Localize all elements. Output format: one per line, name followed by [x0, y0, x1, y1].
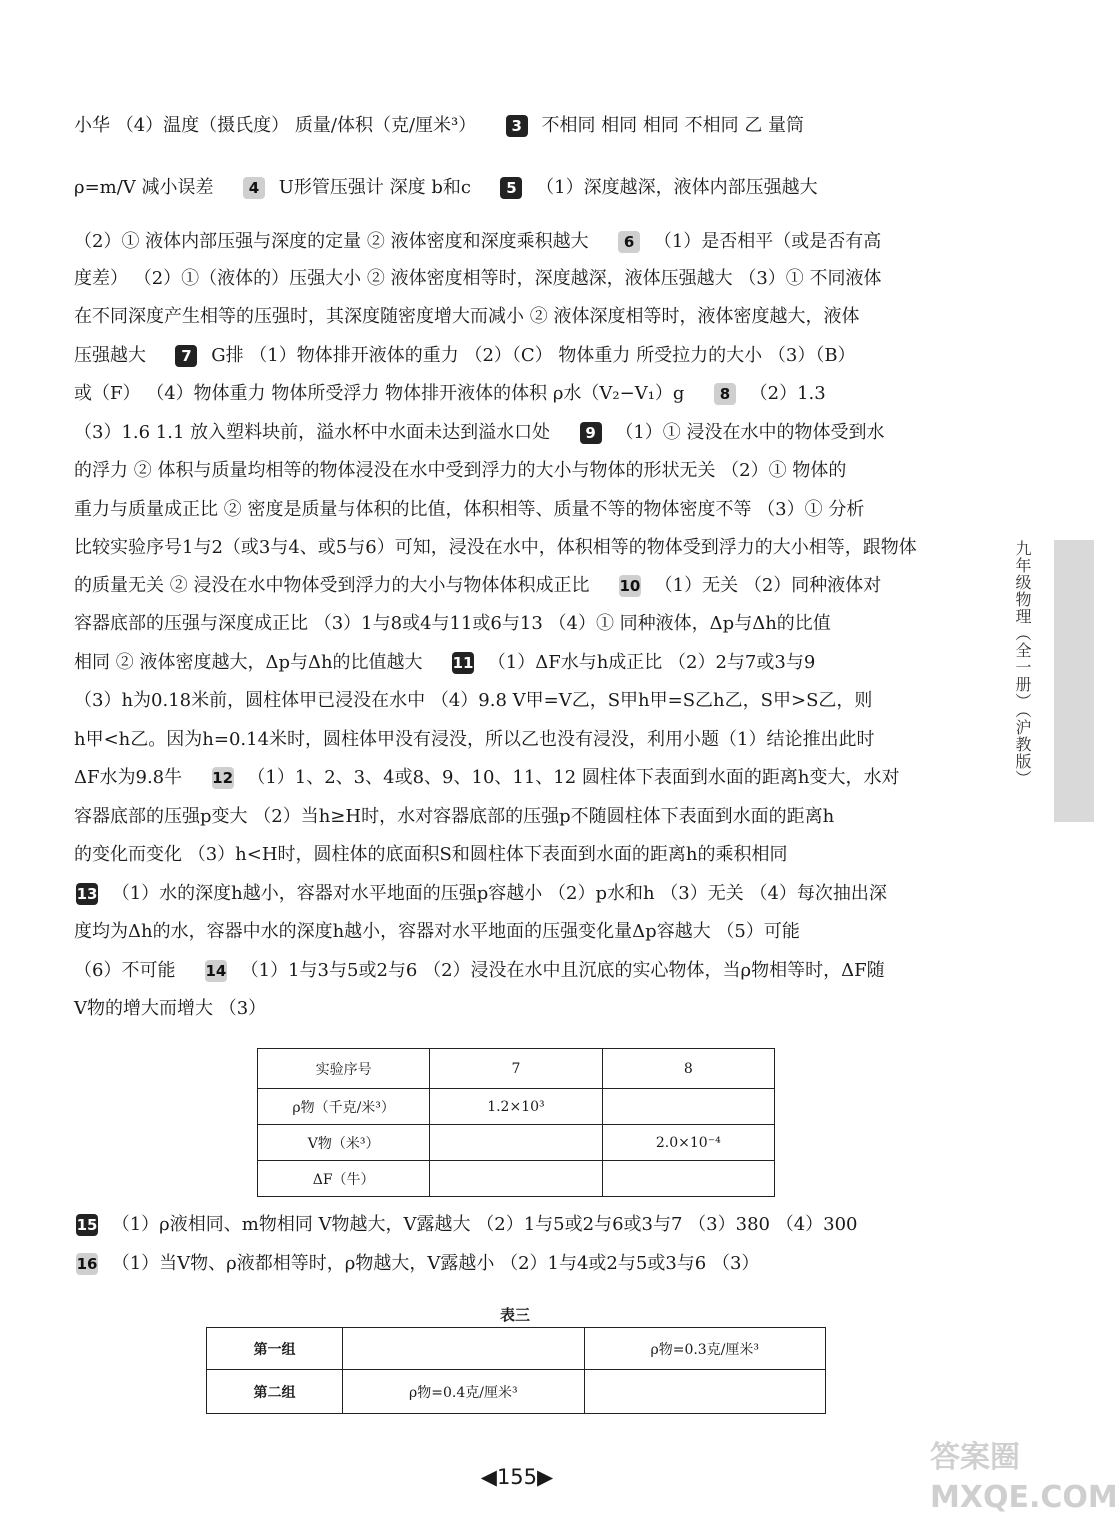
experiment-table — [257, 1048, 775, 1197]
question-badge: 15 — [76, 1216, 98, 1234]
answer-text: （6）不可能 — [74, 960, 176, 981]
question-badge: 16 — [76, 1255, 98, 1273]
group-table — [206, 1327, 826, 1414]
answer-text: 重力与质量成正比 ② 密度是质量与体积的比值，体积相等、质量不等的物体密度不等 （3）① 分析 — [74, 499, 865, 520]
answer-text: 压强越大 — [74, 345, 146, 366]
watermark-logo: 答案圈 MXQE.COM — [930, 1440, 1118, 1515]
answer-text: 度差） （2）①（液体的）压强大小 ② 液体密度相等时，深度越深，液体压强越大 （3）① 不同液体 — [74, 268, 882, 289]
table-header-cell: 实验序号 — [258, 1049, 430, 1089]
answer-text: 或（F） （4）物体重力 物体所受浮力 物体排开液体的体积 ρ水（V₂−V₁）g — [74, 383, 685, 404]
answer-text: 容器底部的压强p变大 （2）当h≥H时，水对容器底部的压强p不随圆柱体下表面到水面的距离h — [74, 806, 835, 827]
answer-line-13 — [74, 612, 959, 636]
answer-line-24 — [74, 1213, 959, 1237]
answer-line-7 — [74, 382, 959, 406]
table-cell: 1.2×10³ — [430, 1089, 602, 1125]
table-cell: 第一组 — [207, 1328, 343, 1370]
answer-text: 度均为Δh的水，容器中水的深度h越小，容器对水平地面的压强变化量Δp容越大 （5）可能 — [74, 921, 800, 942]
side-tab-marker — [1054, 540, 1094, 822]
answer-text: 在不同深度产生相等的压强时，其深度随密度增大而减小 ② 液体深度相等时，液体密度越大，液体 — [74, 306, 860, 327]
answer-line-4 — [74, 267, 959, 291]
table-cell — [602, 1089, 774, 1125]
table-cell: 第二组 — [207, 1370, 343, 1414]
answer-line-11 — [74, 536, 959, 560]
question-badge: 6 — [618, 231, 640, 253]
table-cell — [602, 1161, 774, 1197]
answer-text: ρ=m/V 减小误差 — [74, 177, 214, 198]
answer-text: （2）1.3 — [749, 383, 826, 404]
answer-line-16 — [74, 728, 959, 752]
table-header-cell: 8 — [602, 1049, 774, 1089]
question-badge: 8 — [714, 383, 736, 405]
question-badge: 11 — [452, 654, 474, 672]
answer-text: （3）1.6 1.1 放入塑料块前，溢水杯中水面未达到溢水口处 — [74, 422, 551, 443]
question-badge: 13 — [76, 885, 98, 903]
answer-text: （1）ΔF水与h成正比 （2）2与7或3与9 — [487, 652, 816, 673]
table-cell — [343, 1328, 584, 1370]
answer-line-19 — [74, 843, 959, 867]
answer-line-20 — [74, 882, 959, 906]
answer-text: 的浮力 ② 体积与质量均相等的物体浸没在水中受到浮力的大小与物体的形状无关 （2）① 物体的 — [74, 460, 847, 481]
answer-line-22 — [74, 959, 959, 983]
answer-line-15 — [74, 689, 959, 713]
answer-text: G排 （1）物体排开液体的重力 （2）（C） 物体重力 所受拉力的大小 （3）（B） — [211, 345, 856, 366]
table-cell: ρ物（千克/米³） — [258, 1089, 430, 1125]
question-badge: 5 — [500, 177, 522, 199]
answer-line-25 — [74, 1252, 959, 1276]
answer-text: 不相同 相同 相同 不相同 乙 量筒 — [541, 115, 805, 136]
answer-text: 容器底部的压强与深度成正比 （3）1与8或4与11或6与13 （4）① 同种液体，Δp与Δh的比值 — [74, 613, 831, 634]
answer-text: 的变化而变化 （3）h<H时，圆柱体的底面积S和圆柱体下表面到水面的距离h的乘积相同 — [74, 844, 788, 865]
answer-line-10 — [74, 498, 959, 522]
question-badge: 9 — [580, 422, 602, 444]
answer-text: ΔF水为9.8牛 — [74, 767, 183, 788]
table-cell: ρ物=0.4克/厘米³ — [343, 1370, 584, 1414]
answer-text: （1）1、2、3、4或8、9、10、11、12 圆柱体下表面到水面的距离h变大，水对 — [247, 767, 900, 788]
answer-text: （1）是否相平（或是否有高 — [653, 231, 882, 252]
table-cell: 2.0×10⁻⁴ — [602, 1125, 774, 1161]
answer-text: 小华 （4）温度（摄氏度） 质量/体积（克/厘米³） — [74, 115, 477, 136]
answer-line-18 — [74, 805, 959, 829]
answer-line-12 — [74, 574, 959, 598]
table-cell — [430, 1161, 602, 1197]
question-badge: 7 — [175, 345, 197, 367]
table-header-cell: 7 — [430, 1049, 602, 1089]
answer-line-3 — [74, 230, 959, 254]
answer-line-6 — [74, 344, 959, 368]
question-badge: 3 — [506, 115, 528, 137]
page-number: ◀155▶ — [480, 1465, 554, 1489]
answer-line-5 — [74, 305, 959, 329]
table-cell — [430, 1125, 602, 1161]
question-badge: 10 — [619, 577, 641, 595]
answer-text: 相同 ② 液体密度越大，Δp与Δh的比值越大 — [74, 652, 423, 673]
answer-text: （1）当V物、ρ液都相等时，ρ物越大，V露越小 （2）1与4或2与5或3与6 （3） — [111, 1253, 760, 1274]
answer-text: （1）水的深度h越小，容器对水平地面的压强p容越小 （2）p水和h （3）无关 （4）每次抽出深 — [111, 883, 887, 904]
answer-text: 的质量无关 ② 浸没在水中物体受到浮力的大小与物体体积成正比 — [74, 575, 590, 596]
answer-text: （1）1与3与5或2与6 （2）浸没在水中且沉底的实心物体，当ρ物相等时，ΔF随 — [240, 960, 885, 981]
answer-line-8 — [74, 421, 959, 445]
answer-line-1 — [74, 114, 959, 138]
answer-text: （1）ρ液相同、m物相同 V物越大，V露越大 （2）1与5或2与6或3与7 （3）380 （4）300 — [111, 1214, 858, 1235]
answer-line-14 — [74, 651, 959, 675]
answer-line-9 — [74, 459, 959, 483]
answer-text: （2）① 液体内部压强与深度的定量 ② 液体密度和深度乘积越大 — [74, 231, 589, 252]
answer-text: V物的增大而增大 （3） — [74, 998, 267, 1019]
table-cell: ρ物=0.3克/厘米³ — [584, 1328, 825, 1370]
answer-text: 比较实验序号1与2（或3与4、或5与6）可知，浸没在水中，体积相等的物体受到浮力的大小相等，跟物体 — [74, 537, 917, 558]
answer-text: h甲<h乙。因为h=0.14米时，圆柱体甲没有浸没，所以乙也没有浸没，利用小题（1）结论推出此时 — [74, 729, 875, 750]
answer-text: U形管压强计 深度 b和c — [278, 177, 471, 198]
question-badge: 12 — [212, 769, 234, 787]
answer-text: （1）无关 （2）同种液体对 — [654, 575, 882, 596]
table-cell: ΔF（牛） — [258, 1161, 430, 1197]
table-cell — [584, 1370, 825, 1414]
answer-text: （1）① 浸没在水中的物体受到水 — [615, 422, 885, 443]
answer-line-21 — [74, 920, 959, 944]
question-badge: 4 — [243, 177, 265, 199]
answer-line-2 — [74, 176, 959, 200]
answer-text: （3）h为0.18米前，圆柱体甲已浸没在水中 （4）9.8 V甲=V乙，S甲h甲=S乙h乙，S甲>S乙，则 — [74, 690, 873, 711]
answer-line-17 — [74, 766, 959, 790]
table-caption: 表三 — [500, 1306, 531, 1324]
book-title-vertical: 九年级物理（全一册）（沪教版） — [1013, 540, 1032, 787]
answer-line-23 — [74, 997, 959, 1021]
table-cell: V物（米³） — [258, 1125, 430, 1161]
question-badge: 14 — [205, 962, 227, 980]
answer-text: （1）深度越深，液体内部压强越大 — [536, 177, 818, 198]
